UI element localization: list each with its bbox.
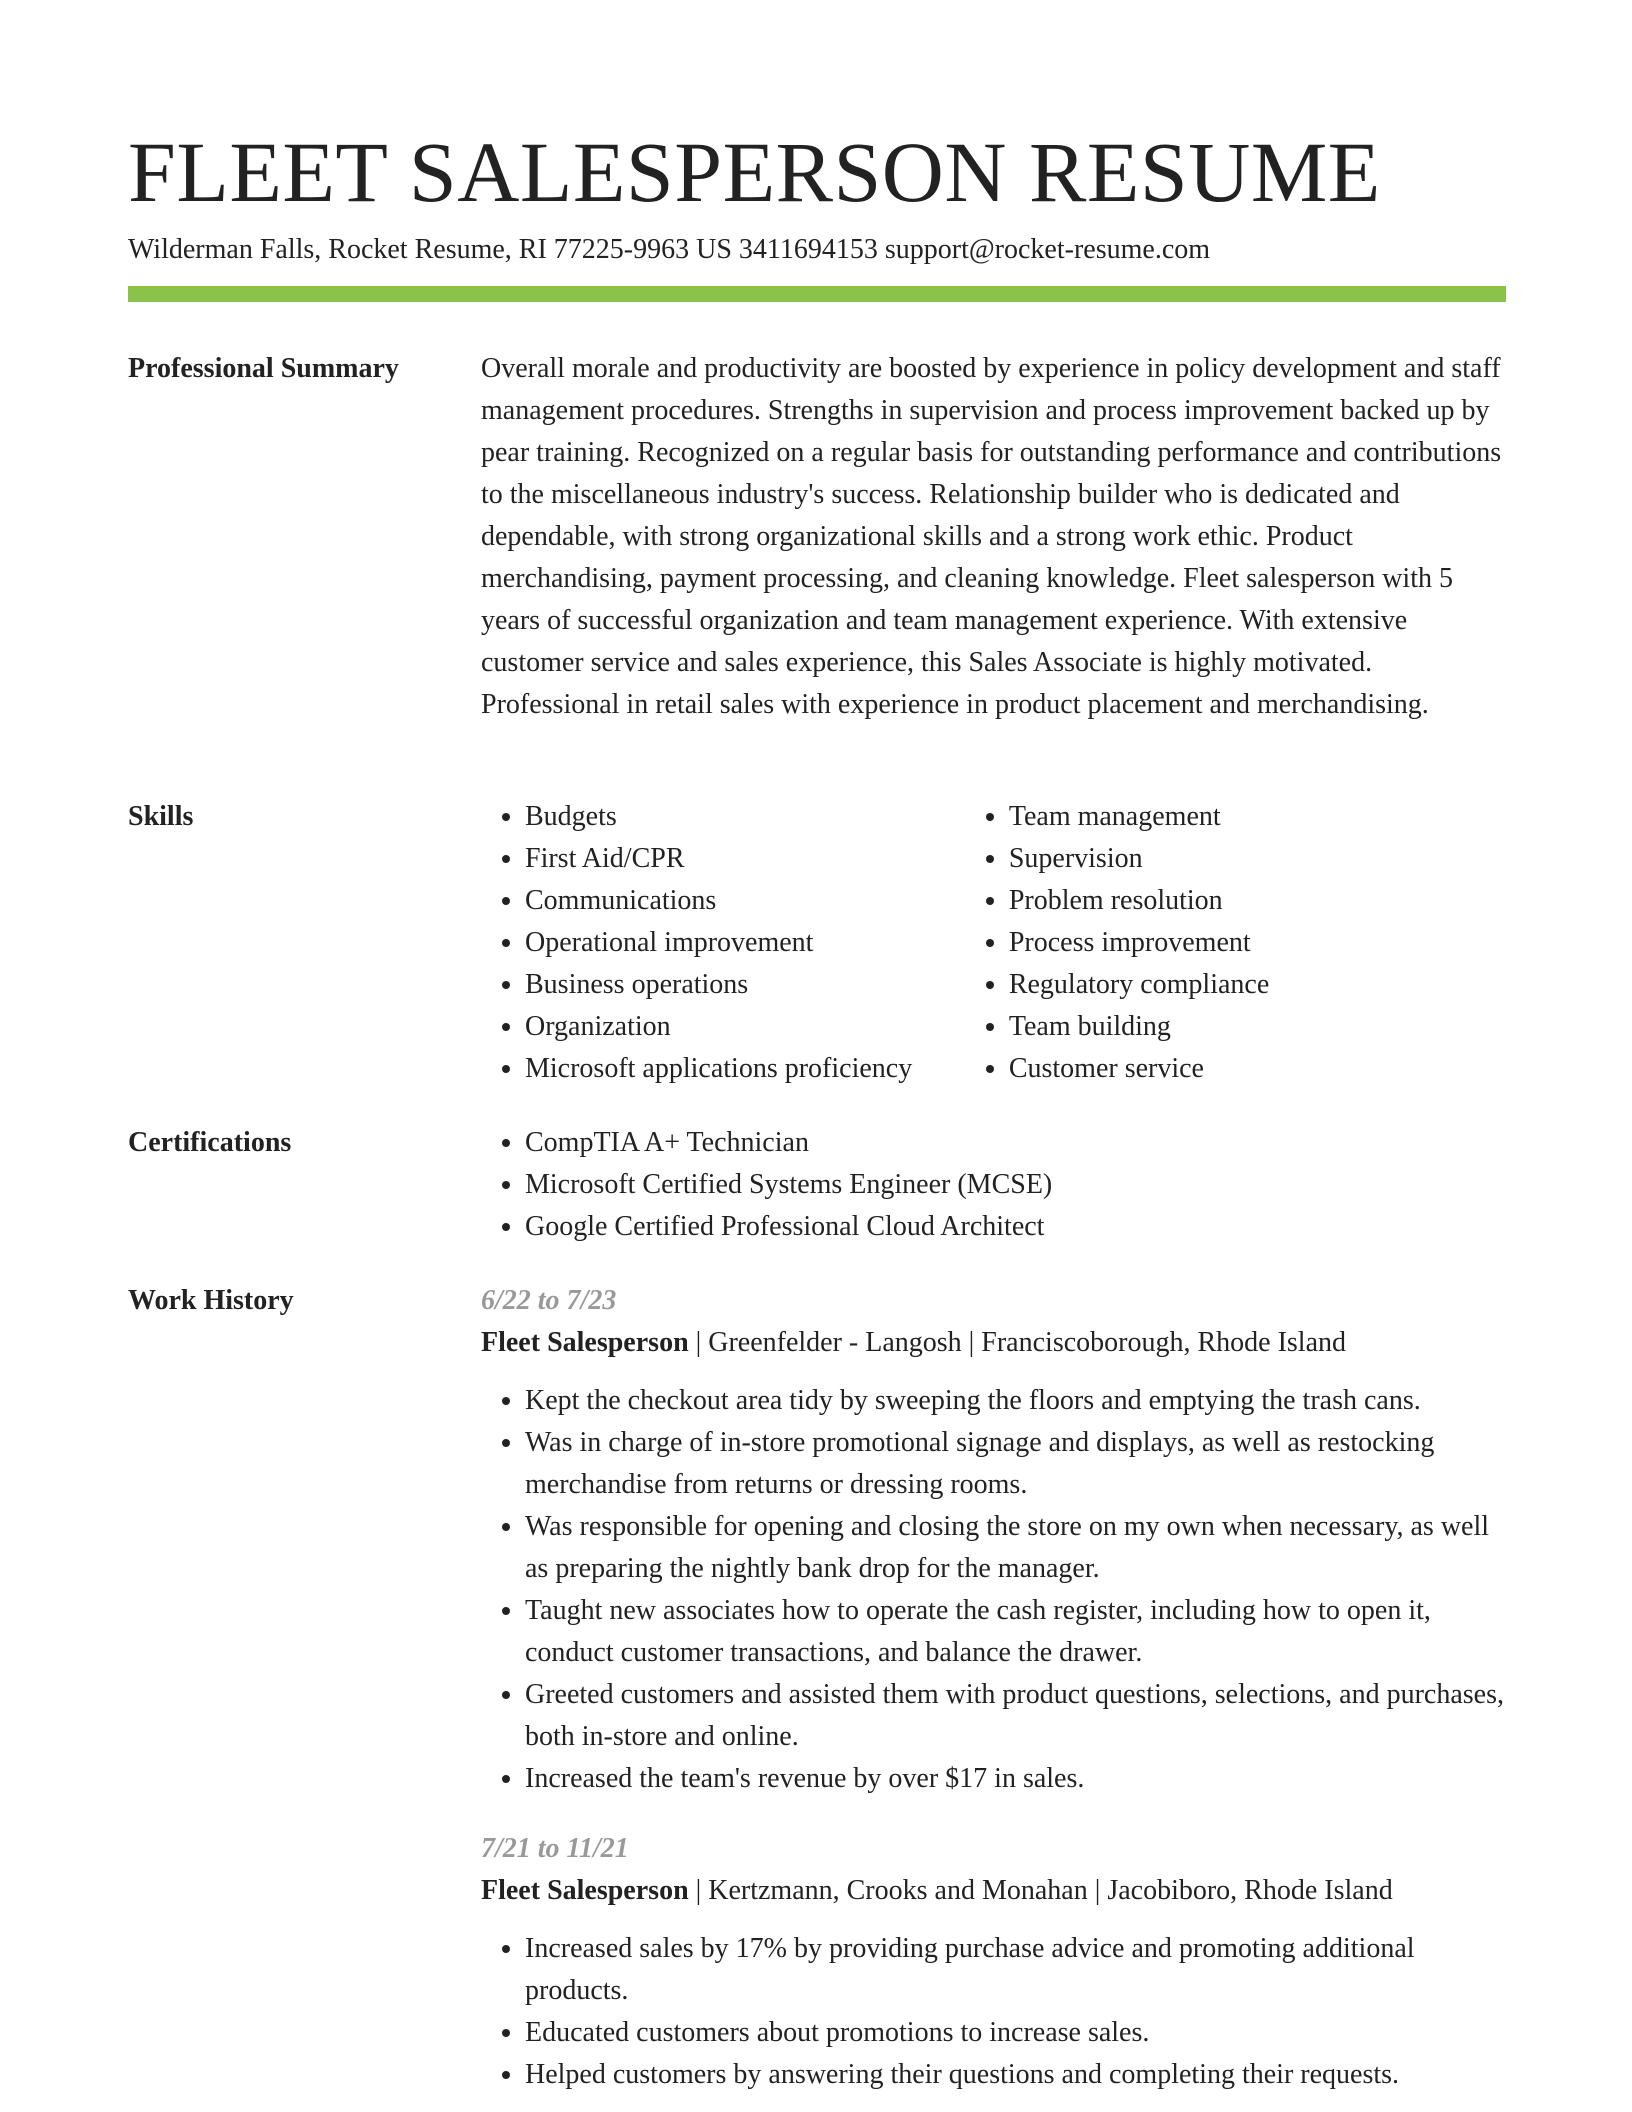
certification-item: • CompTIA A+ Technician [525,1122,1506,1164]
skills-body [481,796,1506,1090]
job-bullet: • Increased the team's revenue by over $17 in sales. [525,1758,1506,1800]
job-bullets [481,1928,1506,2096]
skill-item: • Customer service [1009,1048,1506,1090]
skills-list-right [965,796,1506,1090]
job-entry [481,1280,1506,1800]
skill-item: • Supervision [1009,838,1506,880]
contact-line [128,230,1210,270]
skill-item: • Process improvement [1009,922,1506,964]
skill-item: • Team building [1009,1006,1506,1048]
job-bullet: • Taught new associates how to operate the cash register, including how to open it, conduct customer transactions, and balance the drawer. [525,1590,1506,1674]
skill-item: • Microsoft applications proficiency [525,1048,965,1090]
certifications-body [481,1122,1506,1248]
job-bullets [481,1380,1506,1800]
job-bullet: • Educated customers about promotions to increase sales. [525,2012,1506,2054]
job-entry [481,1828,1506,2096]
skill-item: • Team management [1009,796,1506,838]
skill-item: • Communications [525,880,965,922]
skill-item: • Organization [525,1006,965,1048]
summary-body [481,348,1506,726]
job-employer-location: | Kertzmann, Crooks and Monahan | Jacobiboro, Rhode Island [688,1875,1393,1906]
job-dates: 7/21 to 11/21 [481,1833,629,1864]
job-bullet: • Was in charge of in-store promotional signage and displays, as well as restocking merchandise from returns or dressing rooms. [525,1422,1506,1506]
job-bullet: • Was responsible for opening and closing the store on my own when necessary, as well as preparing the nightly bank drop for the manager. [525,1506,1506,1590]
job-bullet: • Increased sales by 17% by providing purchase advice and promoting additional products. [525,1928,1506,2012]
contact-email: support@rocket-resume.com [884,234,1211,265]
contact-phone: 3411694153 [738,234,878,265]
job-bullet: • Greeted customers and assisted them with product questions, selections, and purchases, both in-store and online. [525,1674,1506,1758]
skill-item: • Regulatory compliance [1009,964,1506,1006]
summary-text: Overall morale and productivity are boosted by experience in policy development and staff management procedures. Strengths in supervision and process improvement backed up by pear training. Recognized on a regular basis for outstanding performance and contributions to the miscellaneous industry's success. Relationship builder who is dedicated and dependable, with strong organizational skills and a strong work ethic. Product merchandising, payment processing, and cleaning knowledge. Fleet salesperson with 5 years of successful organization and team management experience. With extensive customer service and sales experience, this Sales Associate is highly motivated. Professional in retail sales with experience in product placement and merchandising. [481,353,1502,720]
skills-label: Skills [128,801,194,832]
job-employer-location: | Greenfelder - Langosh | Franciscoborough, Rhode Island [688,1327,1346,1358]
skill-item: • First Aid/CPR [525,838,965,880]
skill-item: • Budgets [525,796,965,838]
certification-item: • Google Certified Professional Cloud Architect [525,1206,1506,1248]
job-heading [481,1870,1506,1912]
skill-item: • Problem resolution [1009,880,1506,922]
job-bullet: • Kept the checkout area tidy by sweeping the floors and emptying the trash cans. [525,1380,1506,1422]
contact-address: Wilderman Falls, Rocket Resume, RI 77225-9963 US [128,234,732,265]
certifications-list [481,1122,1506,1248]
certifications-label: Certifications [128,1127,292,1158]
work-history-label: Work History [128,1285,294,1316]
job-role: Fleet Salesperson [481,1327,689,1358]
work-history-body [481,1280,1506,2096]
skill-item: • Operational improvement [525,922,965,964]
certification-item: • Microsoft Certified Systems Engineer (MCSE) [525,1164,1506,1206]
job-role: Fleet Salesperson [481,1875,689,1906]
job-heading [481,1322,1506,1364]
skill-item: • Business operations [525,964,965,1006]
resume-title: FLEET SALESPERSON RESUME [128,124,1381,220]
skills-list-left [481,796,965,1090]
header-divider [128,286,1506,302]
summary-label: Professional Summary [128,353,399,384]
job-bullet: • Helped customers by answering their questions and completing their requests. [525,2054,1506,2096]
job-dates: 6/22 to 7/23 [481,1285,617,1316]
